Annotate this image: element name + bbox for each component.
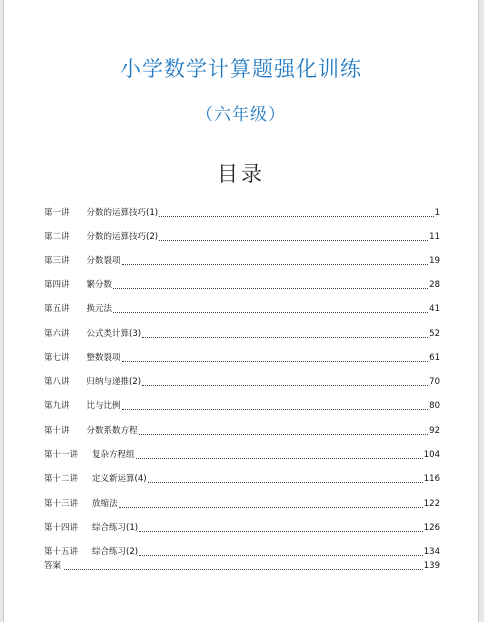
toc-lesson-title: 分数的运算技巧(1) xyxy=(86,208,159,218)
toc-lesson-title: 归纳与递推(2) xyxy=(86,377,142,387)
toc-page-number: 139 xyxy=(423,561,440,571)
toc-row[interactable] xyxy=(44,253,440,267)
toc-heading: 目录 xyxy=(217,162,265,186)
toc-lesson-title: 定义新运算(4) xyxy=(92,474,147,484)
toc-lesson-number: 第十三讲 xyxy=(44,499,79,509)
toc-page-number: 116 xyxy=(423,474,440,484)
toc-lesson-number: 第三讲 xyxy=(44,256,70,266)
toc-dot-leader xyxy=(136,458,423,459)
toc-lesson-title: 放缩法 xyxy=(92,499,118,509)
toc-lesson-number: 第十一讲 xyxy=(44,450,79,460)
toc-lesson-number: 答案 xyxy=(44,561,62,571)
toc-lesson-number: 第九讲 xyxy=(44,401,70,411)
toc-lesson-title: 综合练习(2) xyxy=(92,547,139,557)
toc-dot-leader xyxy=(159,240,428,241)
toc-row[interactable] xyxy=(44,496,440,510)
toc-page-number: 28 xyxy=(429,280,440,290)
toc-row[interactable] xyxy=(44,229,440,243)
toc-row[interactable] xyxy=(44,423,440,437)
toc-page-number: 11 xyxy=(429,232,440,242)
toc-lesson-title: 繁分数 xyxy=(86,280,113,290)
toc-page-number: 70 xyxy=(429,377,440,387)
toc-lesson-number: 第五讲 xyxy=(44,304,70,314)
toc-row[interactable] xyxy=(44,447,440,461)
toc-page-number: 19 xyxy=(429,256,440,266)
toc-lesson-title: 公式类计算(3) xyxy=(86,329,142,339)
toc-dot-leader xyxy=(142,385,428,386)
toc-page-number: 134 xyxy=(423,547,440,557)
document-page xyxy=(3,0,479,622)
toc-page-number: 52 xyxy=(429,329,440,339)
toc-dot-leader xyxy=(122,361,429,362)
toc-lesson-number: 第二讲 xyxy=(44,232,70,242)
toc-row[interactable] xyxy=(44,471,440,485)
toc-row[interactable] xyxy=(44,205,440,219)
toc-lesson-number: 第七讲 xyxy=(44,353,70,363)
toc-row[interactable] xyxy=(44,301,440,315)
toc-row[interactable] xyxy=(44,350,440,364)
toc-lesson-number: 第十讲 xyxy=(44,426,70,436)
toc-page-number: 80 xyxy=(429,401,440,411)
toc-dot-leader xyxy=(142,337,428,338)
toc-row[interactable] xyxy=(44,520,440,534)
toc-lesson-title: 综合练习(1) xyxy=(92,523,139,533)
toc-page-number: 122 xyxy=(423,499,440,509)
toc-dot-leader xyxy=(113,288,428,289)
toc-lesson-title: 换元法 xyxy=(86,304,113,314)
toc-page-number: 1 xyxy=(434,208,440,218)
toc-lesson-number: 第四讲 xyxy=(44,280,70,290)
toc-row[interactable] xyxy=(44,277,440,291)
toc-lesson-title: 分数裂项 xyxy=(86,256,121,266)
toc-row[interactable] xyxy=(44,374,440,388)
toc-row[interactable] xyxy=(44,558,440,572)
toc-row[interactable] xyxy=(44,326,440,340)
toc-lesson-title: 整数裂项 xyxy=(86,353,121,363)
toc-lesson-number: 第八讲 xyxy=(44,377,70,387)
toc-dot-leader xyxy=(139,555,423,556)
toc-page-number: 92 xyxy=(429,426,440,436)
document-title: 小学数学计算题强化训练 xyxy=(120,57,362,81)
toc-page-number: 61 xyxy=(429,353,440,363)
toc-row[interactable] xyxy=(44,398,440,412)
toc-dot-leader xyxy=(64,569,423,570)
toc-lesson-number: 第十四讲 xyxy=(44,523,79,533)
toc-lesson-title: 复杂方程组 xyxy=(92,450,135,460)
toc-page-number: 104 xyxy=(423,450,440,460)
toc-lesson-title: 分数系数方程 xyxy=(86,426,138,436)
document-subtitle: （六年级） xyxy=(196,105,286,125)
toc-lesson-number: 第一讲 xyxy=(44,208,70,218)
toc-dot-leader xyxy=(139,434,429,435)
toc-dot-leader xyxy=(148,482,423,483)
toc-dot-leader xyxy=(113,312,428,313)
toc-dot-leader xyxy=(122,409,429,410)
toc-dot-leader xyxy=(159,216,434,217)
toc-page-number: 41 xyxy=(429,304,440,314)
toc-lesson-number: 第十五讲 xyxy=(44,547,79,557)
toc-dot-leader xyxy=(139,531,423,532)
toc-dot-leader xyxy=(122,264,429,265)
toc-lesson-title: 分数的运算技巧(2) xyxy=(86,232,159,242)
toc-dot-leader xyxy=(119,507,423,508)
toc-lesson-title: 比与比例 xyxy=(86,401,121,411)
toc-page-number: 126 xyxy=(423,523,440,533)
toc-row[interactable] xyxy=(44,544,440,558)
toc-lesson-number: 第六讲 xyxy=(44,329,70,339)
toc-lesson-number: 第十二讲 xyxy=(44,474,79,484)
